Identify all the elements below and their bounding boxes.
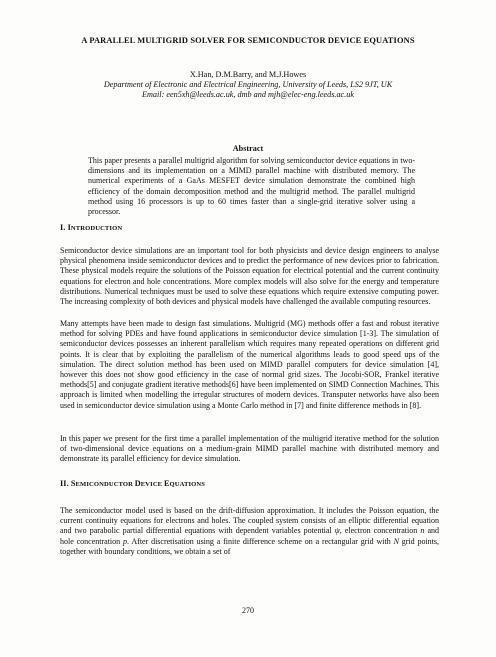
symbol-N: N: [393, 536, 399, 546]
paragraph: Many attempts have been made to design fast simulations. Multigrid (MG) methods offer a fast and robust iterative method for solving PDEs and have found applications in semiconductor device simulation [1-3]. The simulation of semiconductor devices possesses an inherent parallelism which requires many repeated operations on different grid points. It is clear that by exploiting the parallelism of the numerical algorithms leads to good speed ups of the simulation. The direct solution method has been used on MIMD parallel computers for device simulation [4], however this does not show good efficiency in the case of normal grid sizes. The Jocobi-SOR, Frankel iterative methods[5] and conjugate gradient iterative methods[6] have been implemented on SIMD Connection Machines. This approach is limited when modelling the irregular structures of modern devices. Transputer networks have also been used in semiconductor device simulation using a Monte Carlo method in [7] and finite difference methods in [8].: [60, 319, 439, 410]
section-heading-introduction: [60, 223, 122, 232]
author-list: X.Han, D.M.Barry, and M.J.Howes: [189, 70, 307, 79]
paper-title: A PARALLEL MULTIGRID SOLVER FOR SEMICONDUCTOR DEVICE EQUATIONS: [81, 36, 415, 45]
section-number: II.: [60, 479, 71, 488]
paragraph-text: . After discretisation using a finite difference scheme on a rectangular grid with: [126, 536, 394, 546]
abstract-body: This paper presents a parallel multigrid algorithm for solving semiconductor device equations in two-dimensions and its implementation on a MIMD parallel machine with distributed memory. The numerical experiments of a GaAs MESFET device simulation demonstrate the combined high efficiency of the domain decomposition method and the multigrid method. The parallel multigrid method using 16 processors is up to 60 times faster than a single-grid iterative solver using a processor.: [88, 156, 415, 217]
heading-rest: EMICONDUCTOR: [75, 481, 135, 488]
symbol-psi: ψ: [334, 526, 340, 536]
paragraph-text: and hole concentration: [60, 526, 440, 546]
abstract-heading: Abstract: [232, 144, 264, 153]
paragraph: [60, 506, 439, 557]
paragraph-text: grid points, together with boundary conditions, we obtain a set of: [60, 536, 440, 556]
heading-rest: NTRODUCTION: [70, 225, 123, 232]
author-email: Email: een5xh@leeds.ac.uk, dmb and mjh@elec-eng.leeds.ac.uk: [142, 90, 354, 99]
heading-rest: EVICE: [140, 481, 164, 488]
page-number: 270: [242, 606, 254, 615]
author-affiliation: Department of Electronic and Electrical Engineering, University of Leeds, LS2 9JT, UK: [103, 80, 393, 89]
symbol-p: p: [122, 536, 127, 546]
paragraph: In this paper we present for the first time a parallel implementation of the multigrid iterative method for the solution of two-dimensional device equations on a medium-grain MIMD parallel machine with distributed memory and demonstrate its parallel efficiency for device simulation.: [60, 434, 439, 464]
section-heading-device-equations: [60, 479, 205, 488]
heading-rest: QUATIONS: [169, 481, 205, 488]
heading-cap: D: [134, 479, 141, 488]
heading-cap: E: [163, 479, 170, 488]
section-number: I.: [60, 223, 68, 232]
symbol-n: n: [420, 526, 425, 536]
heading-cap: S: [70, 479, 76, 488]
paragraph: Semiconductor device simulations are an important tool for both physicists and device design engineers to analyse physical phenomena inside semiconductor devices and to predict the performance of new devices prior to fabrication. These physical models require the solutions of the Poisson equation for electrical potential and the current continuity equations for electron and hole concentrations. More complex models will also solve for the energy and temperature distributions. Numerical techniques must be used to solve these equations which require extensive computing power. The increasing complexity of both devices and physical models have challenged the available computing resources.: [60, 246, 439, 307]
paragraph-text: The semiconductor model used is based on the drift-diffusion approximation. It includes the Poisson equation, the current continuity equations for electrons and holes. The coupled system consists of an elliptic differential equation and two parabolic partial differential equations with dependent variables potential: [60, 506, 439, 536]
paragraph-text: , electron concentration: [339, 526, 421, 536]
heading-cap: I: [67, 223, 71, 232]
